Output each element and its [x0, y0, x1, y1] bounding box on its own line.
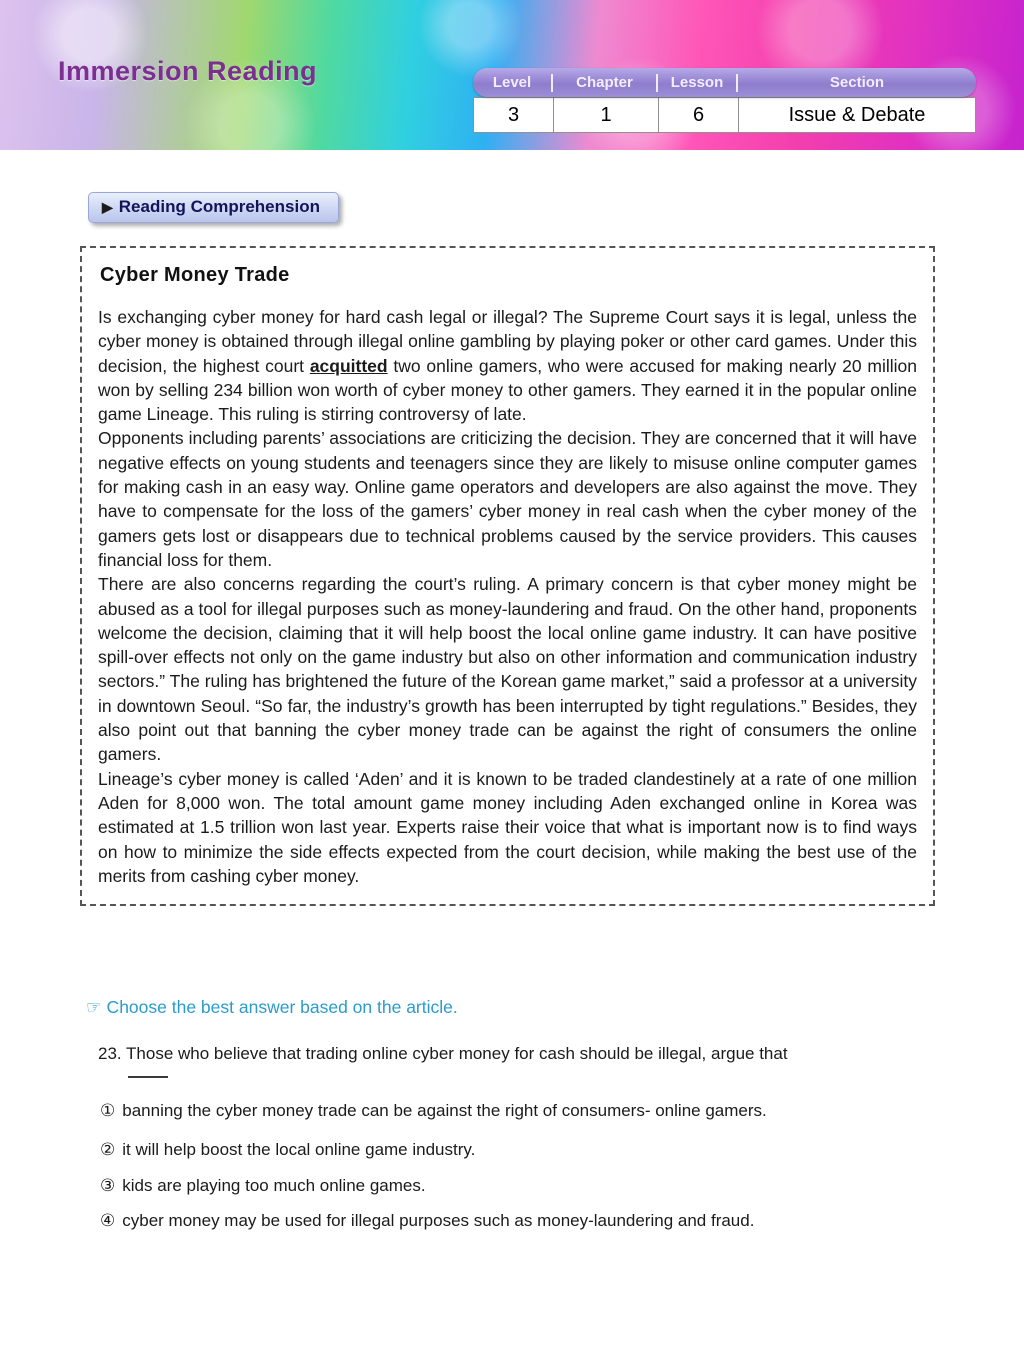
answer-blank	[128, 1076, 168, 1078]
article-title: Cyber Money Trade	[100, 264, 290, 286]
answer-option-1	[100, 1098, 920, 1124]
option-2-text: it will help boost the local online game industry.	[122, 1140, 476, 1160]
article-paragraph-2: Opponents including parents’ associations are criticizing the decision. They are concerned that it will have negative effects on young students and teenagers since they are likely to misuse online computer games for making cash in an easy way. Online game operators and developers are also against the move. They have to compensate for the loss of the gamers’ cyber money in real cash when the cyber money of the gamers gets lost or disappears due to technical problems caused by the service providers. This causes financial loss for them.	[98, 428, 917, 570]
meta-label-section: Section	[829, 73, 885, 91]
meta-value-lesson: 6	[659, 98, 739, 132]
option-1-text: banning the cyber money trade can be against the right of consumers- online gamers.	[122, 1101, 767, 1120]
article-paragraph-1	[98, 305, 917, 426]
option-3-number: ③	[100, 1175, 116, 1195]
answer-option-3	[100, 1173, 920, 1199]
option-1-number: ①	[100, 1101, 116, 1120]
instruction-prompt: ☞ Choose the best answer based on the article.	[86, 997, 458, 1017]
meta-table	[473, 68, 976, 133]
meta-value-section: Issue & Debate	[788, 103, 926, 126]
answer-option-2	[100, 1137, 920, 1163]
meta-table-values	[473, 97, 976, 133]
section-badge	[88, 192, 339, 223]
paragraph-1-text-before: Is exchanging cyber money for hard cash legal or illegal? The Supreme Court says it is legal, unless the cyber money is obtained through illegal online gambling by playing poker or other card games. Under this decision, the highest court	[98, 307, 917, 376]
article-paragraph-4: Lineage’s cyber money is called ‘Aden’ and it is known to be traded clandestinely at a rate of one million Aden for 8,000 won. The total amount game money including Aden exchanged online in Korea was estimated at 1.5 trillion won last year. Experts raise their voice that what is important now is to find ways on how to minimize the side effects expected from the court decision, while making the best use of the merits from cashing cyber money.	[98, 768, 917, 886]
meta-label-chapter: Chapter	[553, 74, 658, 92]
question-23	[98, 1041, 930, 1078]
brand-logo: Immersion Reading	[58, 56, 318, 86]
meta-label-lesson: Lesson	[658, 74, 738, 92]
option-4-text: cyber money may be used for illegal purposes such as money-laundering and fraud.	[122, 1211, 755, 1231]
acquitted-keyword: acquitted	[309, 355, 388, 376]
answer-option-4	[100, 1208, 920, 1234]
article-paragraph-3: There are also concerns regarding the court’s ruling. A primary concern is that cyber money might be abused as a tool for illegal purposes such as money-laundering and fraud. On the other hand, proponents welcome the decision, claiming that it will help boost the local online game industry. It can have positive spill-over effects not only on the game industry but also on other information and communication industry sectors.” The ruling has brightened the future of the Korean game market,” said a professor at a university in downtown Seoul. “So far, the industry’s growth has been interrupted by tight regulations.” Besides, they also point out that banning the cyber money trade can be against the right of consumers the online gamers.	[98, 574, 917, 765]
section-badge-label: Reading Comprehension	[118, 197, 320, 216]
answer-options	[100, 1098, 920, 1243]
option-3-text: kids are playing too much online games.	[122, 1175, 426, 1195]
meta-value-level: 3	[474, 98, 554, 132]
triangle-arrow-icon: ▶	[102, 199, 113, 215]
meta-label-level: Level	[473, 74, 553, 92]
article-box	[80, 246, 935, 906]
paragraph-1-text-after: two online gamers, who were accused for making nearly 20 million won by selling 234 billion won worth of cyber money to other gamers. They earned it in the popular online game Lineage. This ruling is stirring controversy of late.	[98, 355, 917, 425]
option-4-number: ④	[100, 1211, 116, 1231]
question-23-text: 23. Those who believe that trading online cyber money for cash should be illegal, argue that	[98, 1044, 788, 1063]
meta-value-chapter: 1	[554, 98, 659, 132]
option-2-number: ②	[100, 1140, 116, 1160]
header-banner	[0, 0, 1024, 150]
meta-table-header	[473, 68, 976, 97]
